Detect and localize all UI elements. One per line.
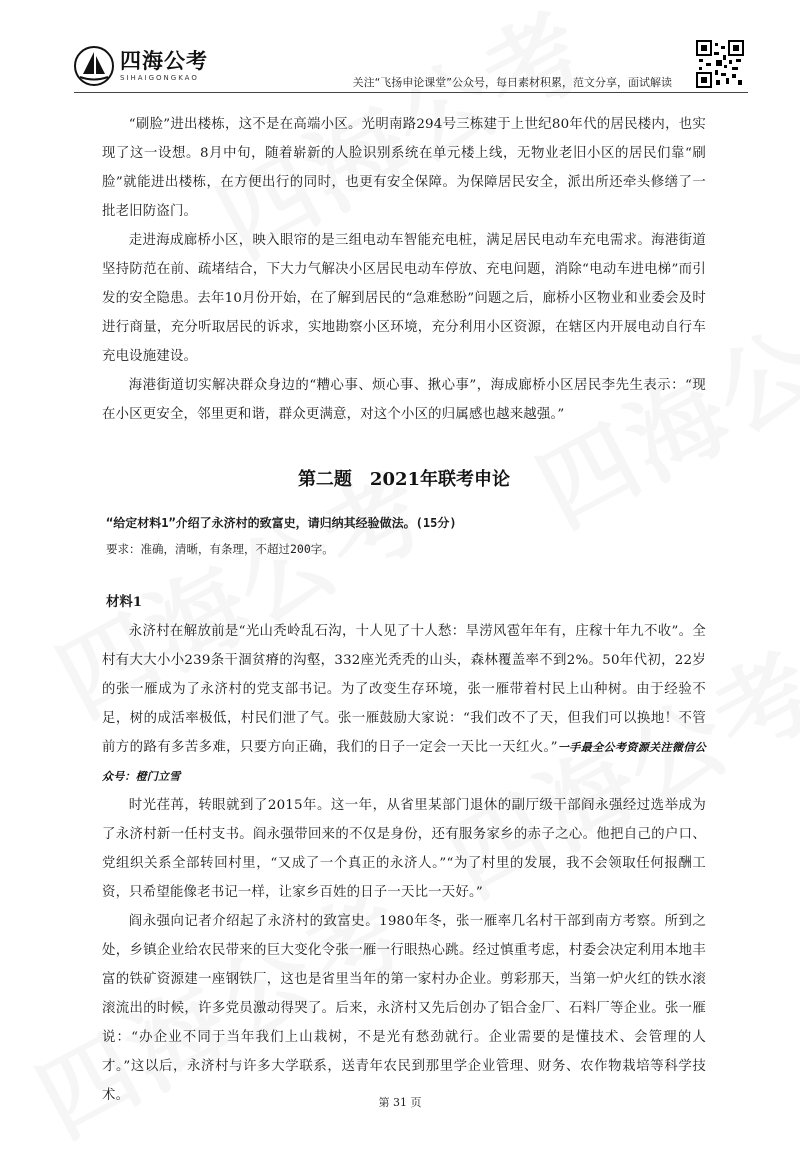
paragraph: 走进海成廊桥小区，映入眼帘的是三组电动车智能充电桩，满足居民电动车充电需求。海港街道坚持防范在前、疏堵结合，下大力气解决小区居民电动车停放、充电问题，消除“电动车进电梯”而引发的安全隐患。去年10月份开始，在了解到居民的“急难愁盼”问题之后，廊桥小区物业和业委会及时进行商量，充分听取居民的诉求，实地勘察小区环境，充分利用小区资源，在辖区内开展电动自行车充电设施建设。: [102, 233, 706, 364]
paragraph: 时光荏苒，转眼就到了2015年。这一年，从省里某部门退休的副厅级干部阎永强经过选举成为了永济村新一任村支书。阎永强带回来的不仅是身份，还有服务家乡的赤子之心。他把自己的户口、党组织关系全部转回村里，“又成了一个真正的永济人。”“为了村里的发展，我不会领取任何报酬工资，只希望能像老书记一样，让家乡百姓的日子一天比一天好。”: [102, 798, 706, 900]
section-title: 第二题 2021年联考申论: [297, 469, 511, 490]
brand-logo: [74, 42, 214, 90]
page-header: [0, 0, 800, 100]
page-number: 第 31 页: [378, 1096, 422, 1109]
logo-title: 四海公考: [120, 49, 208, 73]
logo-subtitle: SIHAIGONGKAO: [120, 74, 199, 82]
qr-code-icon: [696, 40, 744, 88]
paragraph: “刷脸”进出楼栋，这不是在高端小区。光明南路294号三栋建于上世纪80年代的居民楼内，也实现了这一设想。8月中旬，随着崭新的人脸识别系统在单元楼上线，无物业老旧小区的居民们靠“刷脸”就能进出楼栋，在方便出行的同时，也更有安全保障。为保障居民安全，派出所还牵头修缮了一批老旧防盗门。: [102, 117, 706, 219]
promo-note: 一手最全公考资源关注微信公众号：橙门立雪: [102, 741, 706, 783]
document-body: [102, 110, 706, 1110]
header-divider: [74, 92, 748, 93]
paragraph: 海港街道切实解决群众身边的“糟心事、烦心事、揪心事”，海成廊桥小区居民李先生表示：“现在小区更安全，邻里更和谐，群众更满意，对这个小区的归属感也越来越强。”: [102, 378, 706, 422]
question-prompt: “给定材料1”介绍了永济村的致富史，请归纳其经验做法。(15分): [106, 516, 457, 530]
header-slogan: 关注“飞扬申论课堂”公众号，每日素材积累，范文分享，面试解读: [352, 76, 672, 89]
material-title: 材料1: [106, 594, 143, 610]
paragraph-text: 永济村在解放前是“光山秃岭乱石沟，十人见了十人愁：旱涝风雹年年有，庄稼十年九不收”。全村有大大小小239条干涸贫瘠的沟壑，332座光秃秃的山头，森林覆盖率不到2%。50年代初，22岁的张一雁成为了永济村的党支部书记。为了改变生存环境，张一雁带着村民上山种树。由于经验不足，树的成活率极低，村民们泄了气。张一雁鼓励大家说：“我们改不了天，但我们可以换地！不管前方的路有多苦多难，只要方向正确，我们的日子一定会一天比一天红火。”: [102, 624, 706, 755]
sailboat-logo-icon: [74, 46, 114, 86]
paragraph: 阎永强向记者介绍起了永济村的致富史。1980年冬，张一雁率几名村干部到南方考察。所到之处，乡镇企业给农民带来的巨大变化令张一雁一行眼热心跳。经过慎重考虑，村委会决定利用本地丰富的铁矿资源建一座钢铁厂，这也是省里当年的第一家村办企业。剪彩那天，当第一炉火红的铁水滚滚流出的时候，许多党员激动得哭了。后来，永济村又先后创办了铝合金厂、石料厂等企业。张一雁说：“办企业不同于当年我们上山栽树，不是光有愁劲就行。企业需要的是懂技术、会管理的人才。”这以后，永济村与许多大学联系，送青年农民到那里学企业管理、财务、农作物栽培等科学技术。: [102, 914, 706, 1103]
question-requirement: 要求：准确，清晰，有条理，不超过200字。: [106, 542, 334, 556]
paragraph: [102, 617, 706, 791]
